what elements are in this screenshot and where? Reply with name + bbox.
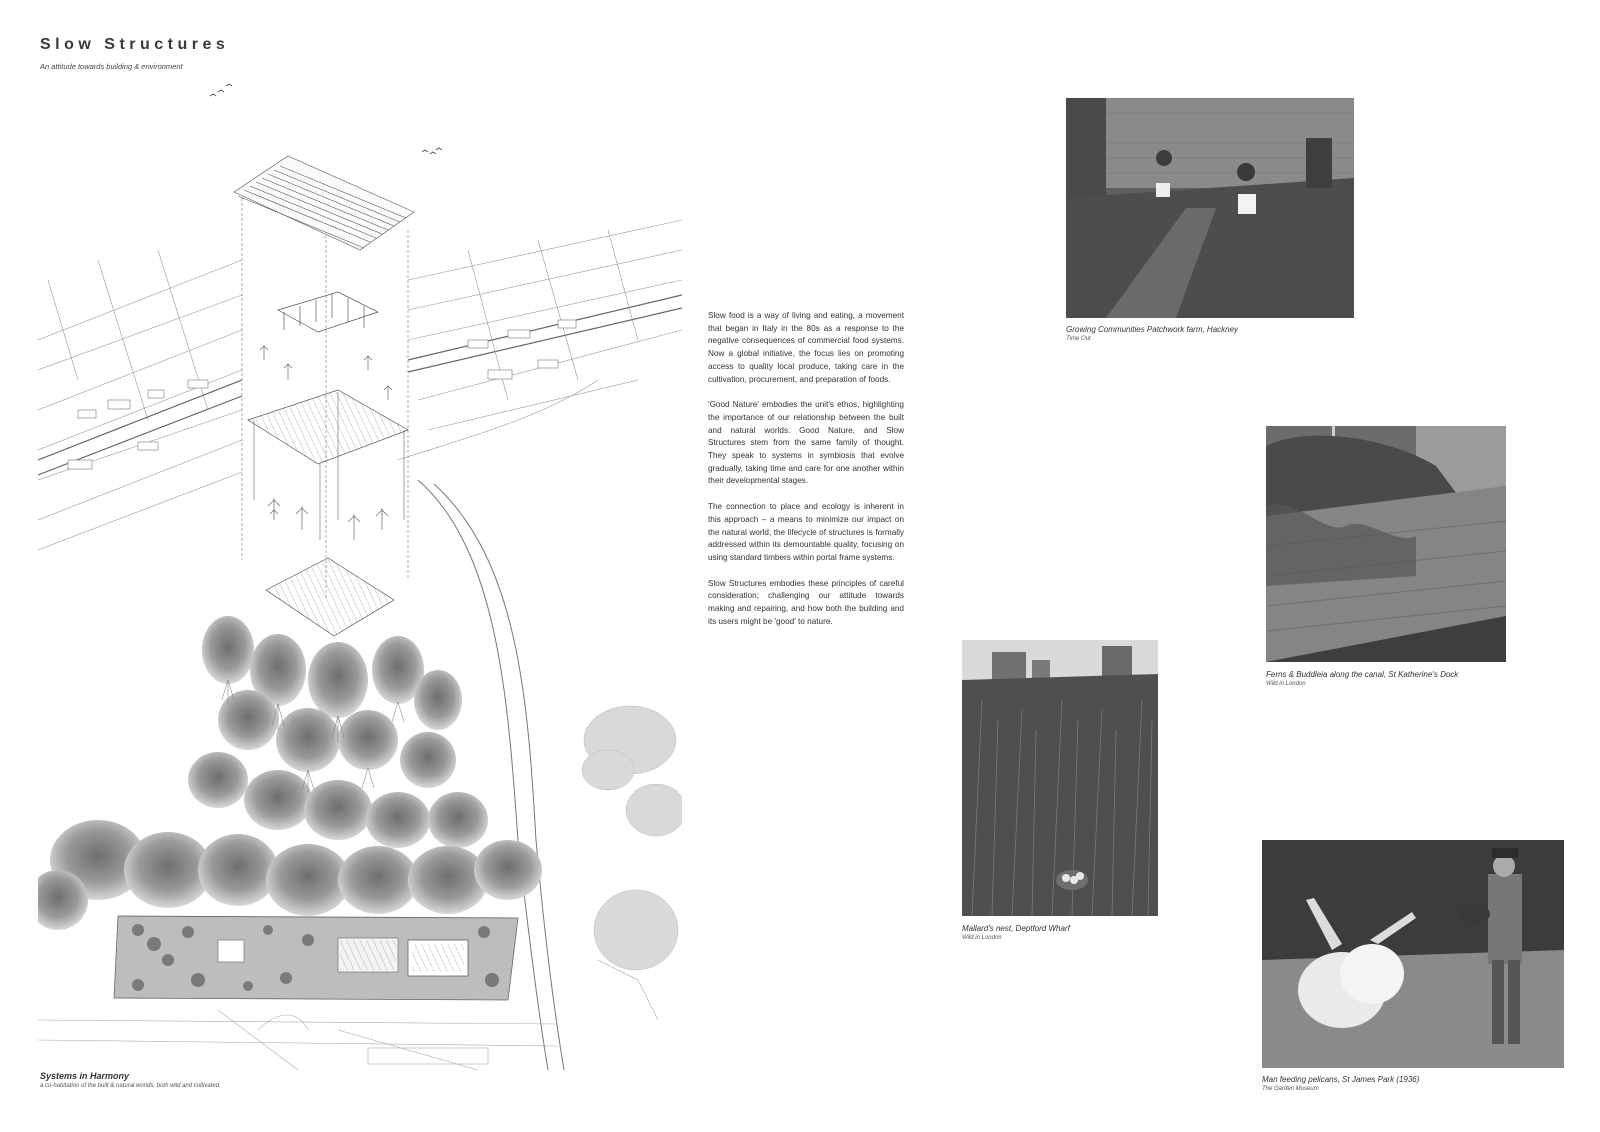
photo-credit: Time Out xyxy=(1066,336,1091,342)
essay-paragraph: The connection to place and ecology is inherent in this approach – a means to minimize our impact on the natural world, the lifecycle of structures is formally addressed within its demountable quality, focusing on using standard timbers within portal frame systems. xyxy=(708,502,904,562)
photo-caption: Mallard's nest, Deptford Wharf xyxy=(962,924,1070,933)
nest-caption-block xyxy=(962,924,1070,941)
canal-caption-block xyxy=(1266,670,1458,687)
photo-credit: Wild in London xyxy=(962,935,1002,941)
essay-paragraph: Slow food is a way of living and eating, a movement that began in Italy in the 80s as a response to the negative consequences of commercial food systems. Now a global initiative, the focus lies on promoting access to quality local produce, taking care in the cultivation, procurement, and preparation of foods. xyxy=(708,311,904,384)
page-subtitle: An attitude towards building & environment xyxy=(40,62,183,71)
photo-credit: The Garden Museum xyxy=(1262,1086,1319,1092)
page-title: Slow Structures xyxy=(40,36,230,53)
drawing-caption-block xyxy=(40,1071,219,1089)
photo-caption: Ferns & Buddleia along the canal, St Katherine's Dock xyxy=(1266,670,1459,679)
essay-text xyxy=(708,310,904,641)
photo-caption: Growing Communities Patchwork farm, Hackney xyxy=(1066,325,1239,334)
essay-paragraph: 'Good Nature' embodies the unit's ethos, highlighting the importance of our relationship between the built and natural worlds. Good Nature, and Slow Structures stem from the same family of thought. They speak to systems in symbiosis that evolve gradually, taking time and care for one another within their developmental stages. xyxy=(708,400,904,486)
pelicans-caption-block xyxy=(1262,1075,1419,1092)
nest-photo xyxy=(962,640,1158,916)
drawing-subcaption: a co-habitation of the built & natural worlds, both wild and cultivated xyxy=(40,1083,220,1089)
farm-photo xyxy=(1066,98,1354,318)
essay-paragraph: Slow Structures embodies these principles of careful consideration; challenging our attitude towards making and repairing, and how both the building and its users might be 'good' to nature. xyxy=(708,578,904,626)
drawing-illustration xyxy=(38,80,682,1070)
farm-caption-block xyxy=(1066,325,1238,342)
photo-credit: Wild in London xyxy=(1266,681,1306,687)
axonometric-drawing xyxy=(38,80,682,1070)
drawing-caption: Systems in Harmony xyxy=(40,1071,130,1081)
canal-photo xyxy=(1266,426,1506,662)
pelicans-photo xyxy=(1262,840,1564,1068)
photo-caption: Man feeding pelicans, St James Park (1936) xyxy=(1262,1075,1420,1084)
